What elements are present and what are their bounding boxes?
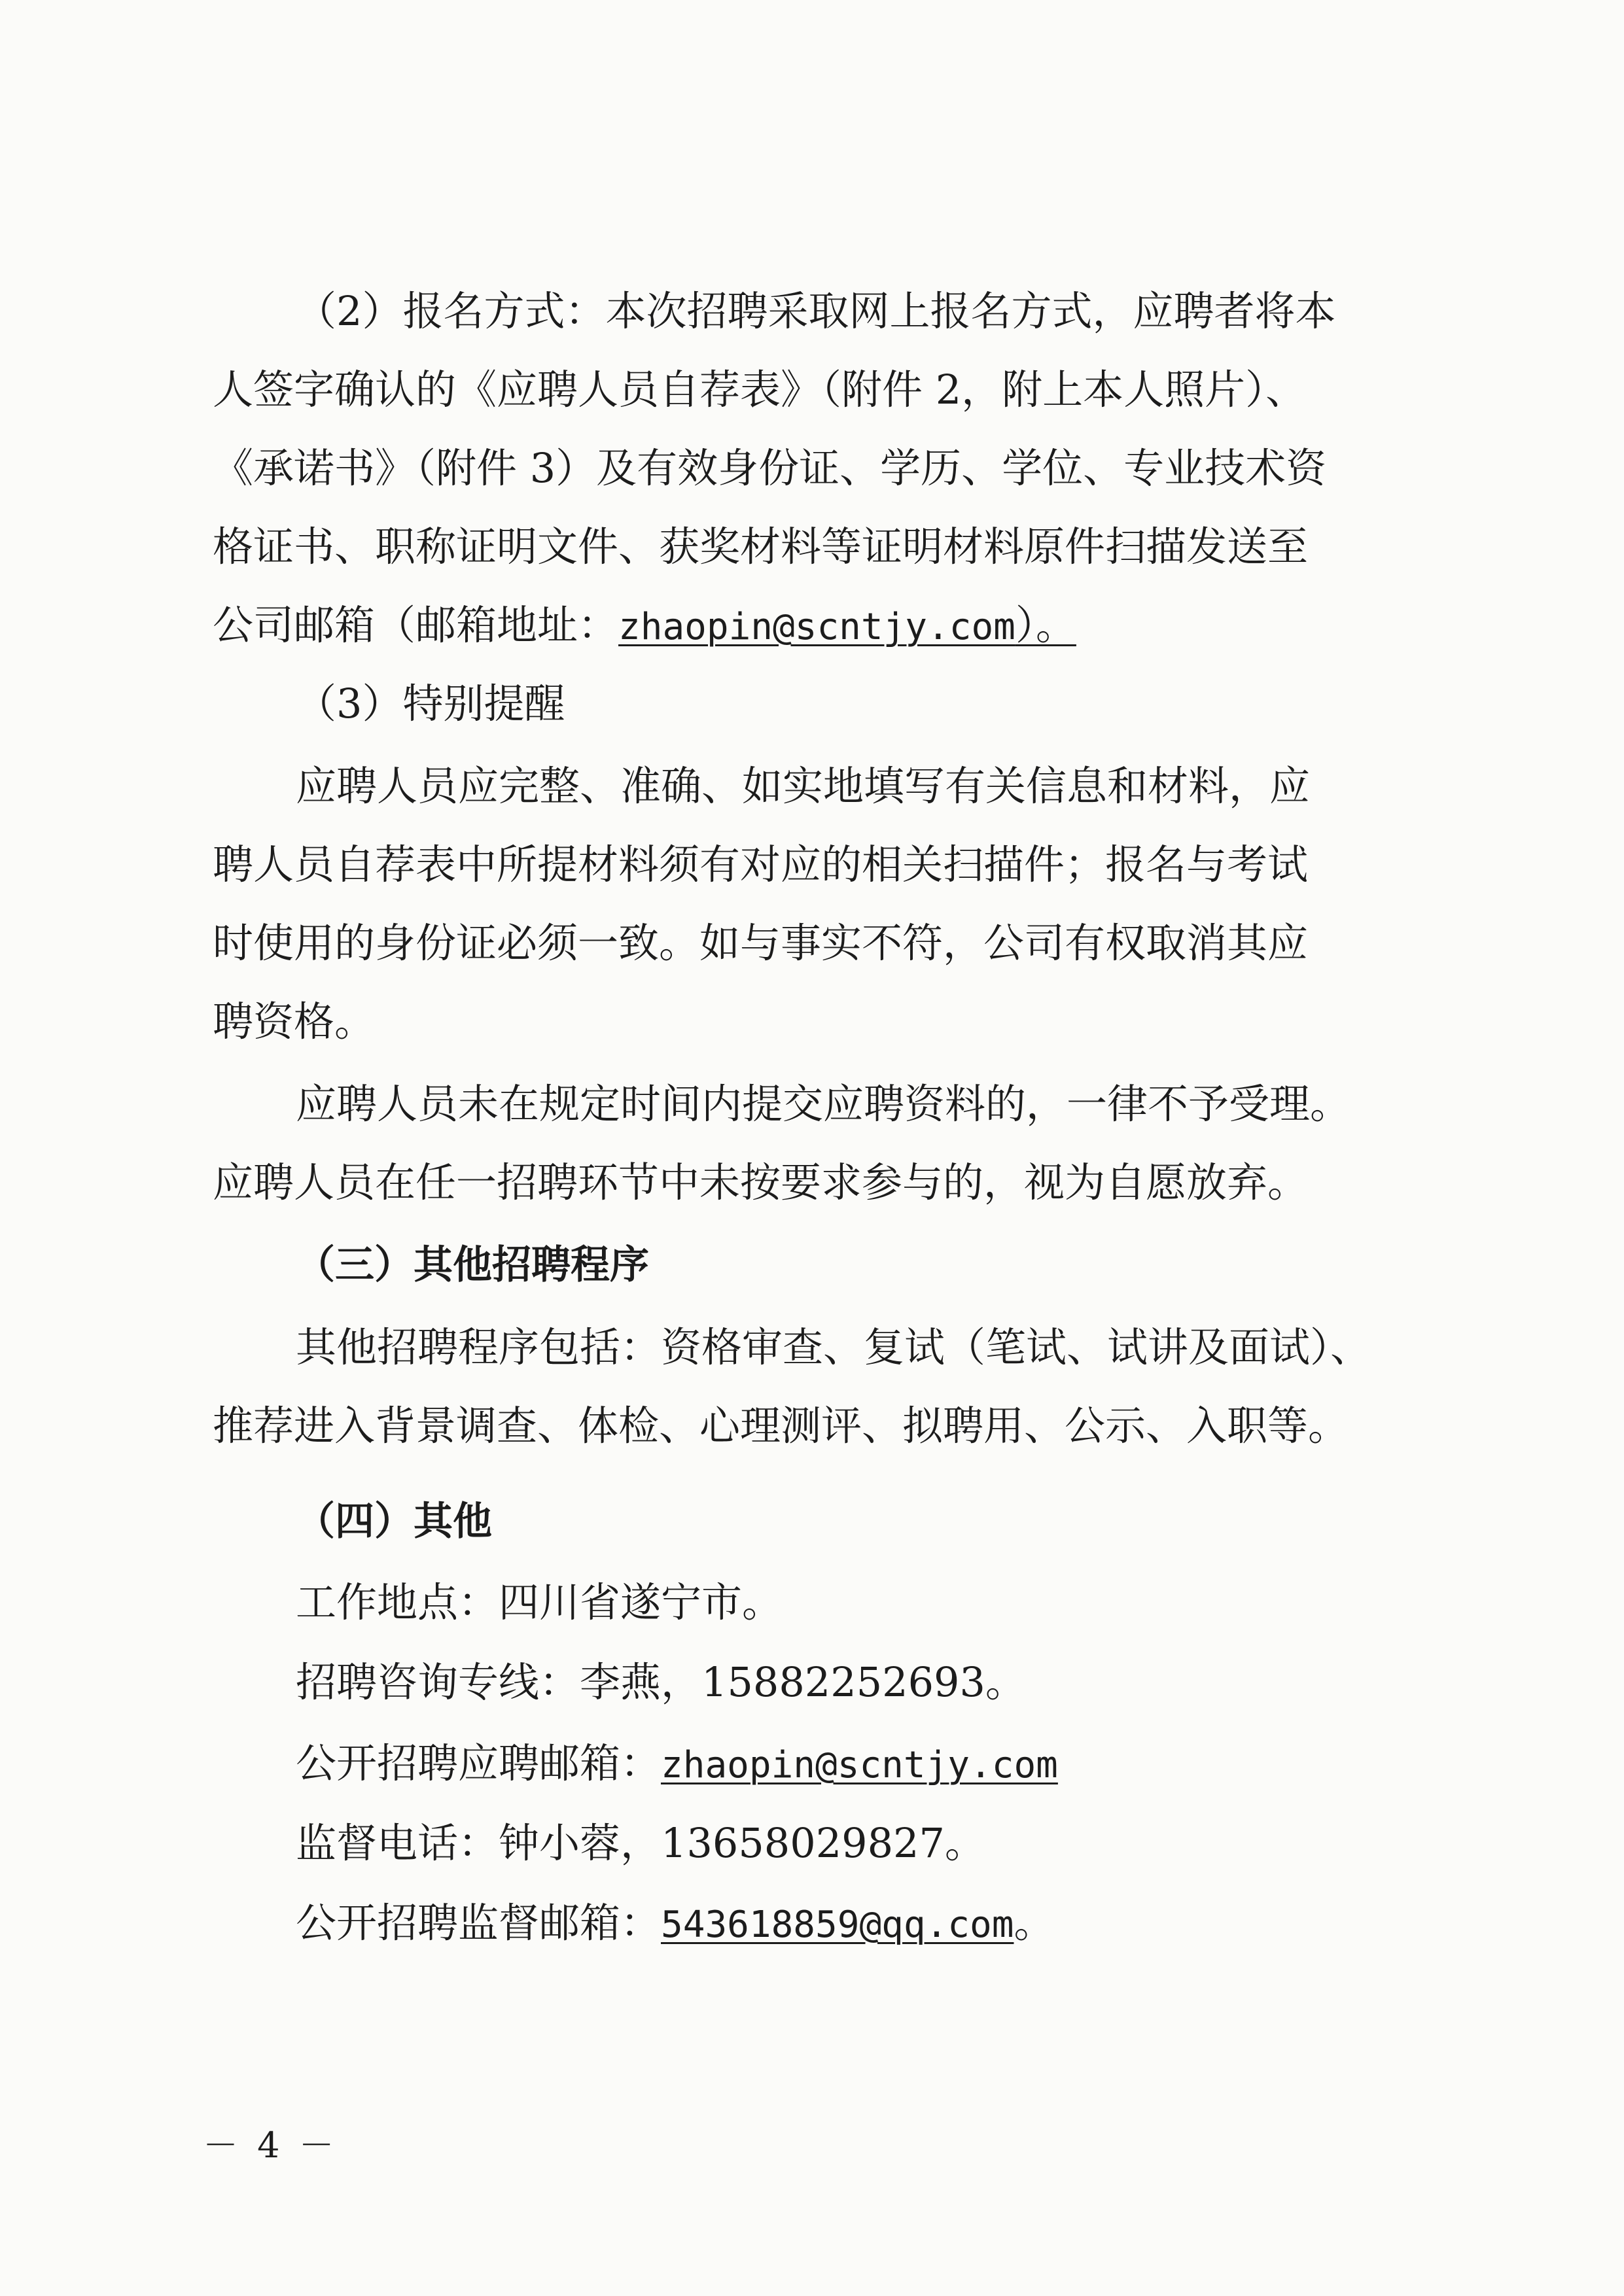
section2-line-5	[213, 599, 1390, 653]
supervise-mail-suffix: 。	[1014, 1899, 1055, 1947]
section3-para2-line-1: 应聘人员未在规定时间内提交应聘资料的，一律不予受理。	[296, 1080, 1351, 1128]
supervise-phone-value: 钟小蓉，13658029827。	[499, 1819, 985, 1867]
other-procedures-line-2: 推荐进入背景调查、体检、心理测评、拟聘用、公示、入职等。	[213, 1402, 1349, 1450]
section2-email-link[interactable]: zhaopin@scntjy.com	[618, 606, 1015, 648]
section2-email-prefix: 公司邮箱（邮箱地址：	[213, 601, 619, 649]
work-location: 工作地点：四川省遂宁市。	[296, 1578, 783, 1626]
hotline-value: 李燕，15882252693。	[580, 1658, 1026, 1706]
section3-para1-line-4: 聘资格。	[213, 998, 376, 1045]
section2-line-4: 格证书、职称证明文件、获奖材料等证明材料原件扫描发送至	[213, 523, 1309, 570]
hotline	[296, 1656, 1474, 1709]
section3-title: （3）特别提醒	[296, 680, 565, 727]
mailbox-link[interactable]: zhaopin@scntjy.com	[661, 1744, 1058, 1786]
section3-para1-line-1: 应聘人员应完整、准确、如实地填写有关信息和材料，应	[296, 762, 1311, 810]
supervise-mail	[296, 1897, 1474, 1951]
section3-para2-line-2: 应聘人员在任一招聘环节中未按要求参与的，视为自愿放弃。	[213, 1158, 1309, 1206]
mailbox-label: 公开招聘应聘邮箱：	[296, 1739, 662, 1787]
hotline-label: 招聘咨询专线：	[296, 1658, 580, 1706]
section2-line-2: 人签字确认的《应聘人员自荐表》（附件 2，附上本人照片）、	[213, 366, 1307, 413]
supervise-mail-link[interactable]: 543618859@qq.com	[661, 1904, 1014, 1946]
supervise-phone	[296, 1817, 1474, 1870]
supervise-mail-label: 公开招聘监督邮箱：	[296, 1899, 662, 1947]
page-number: － 4 －	[203, 2125, 338, 2166]
others-title: （四）其他	[296, 1499, 492, 1544]
section2-line-3: 《承诺书》（附件 3）及有效身份证、学历、学位、专业技术资	[213, 444, 1327, 492]
other-procedures-line-1: 其他招聘程序包括：资格审查、复试（笔试、试讲及面试）、	[296, 1323, 1371, 1371]
mailbox	[296, 1737, 1474, 1792]
section2-email-suffix: ）。	[1015, 601, 1076, 649]
section3-para1-line-3: 时使用的身份证必须一致。如与事实不符，公司有权取消其应	[213, 919, 1309, 967]
section3-para1-line-2: 聘人员自荐表中所提材料须有对应的相关扫描件；报名与考试	[213, 841, 1309, 888]
section2-line-1: （2）报名方式：本次招聘采取网上报名方式，应聘者将本	[296, 287, 1336, 335]
other-procedures-title: （三）其他招聘程序	[296, 1242, 649, 1288]
supervise-phone-label: 监督电话：	[296, 1819, 499, 1867]
